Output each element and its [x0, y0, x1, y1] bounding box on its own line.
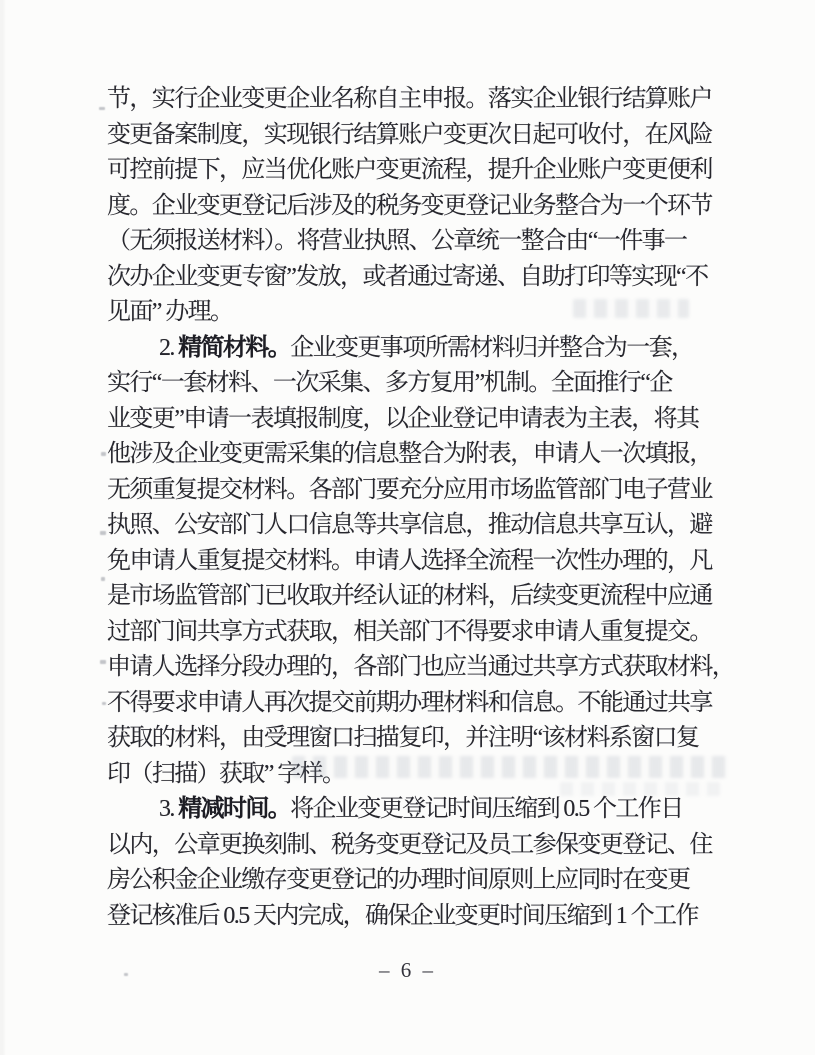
text-line	[107, 899, 717, 935]
text-line	[107, 153, 717, 189]
text-segment: 房公积金企业缴存变更登记的办理时间原则上应同时在变更	[107, 867, 690, 893]
text-line	[107, 295, 717, 331]
text-line	[107, 224, 717, 260]
text-line	[107, 189, 717, 225]
text-line	[107, 437, 717, 473]
text-segment: 变更备案制度，实现银行结算账户变更次日起可收付，在风险	[107, 121, 712, 148]
text-segment: 无须重复提交材料。各部门要充分应用市场监管部门电子营业	[107, 476, 712, 503]
scan-speck	[99, 107, 105, 110]
text-line	[107, 402, 717, 438]
text-segment: 免申请人重复提交材料。申请人选择全流程一次性办理的，凡	[107, 547, 712, 574]
text-segment: 执照、公安部门人口信息等共享信息，推动信息共享互认，避	[107, 512, 712, 538]
text-line	[107, 260, 717, 296]
emphasis-text: 精减时间。	[178, 796, 291, 822]
page-number: – 6 –	[379, 958, 436, 982]
scan-speck	[100, 531, 106, 535]
text-line	[107, 686, 717, 722]
text-segment: 获取的材料，由受理窗口扫描复印，并注明“该材料系窗口复	[107, 725, 699, 751]
text-line	[107, 757, 717, 793]
text-line	[107, 863, 717, 899]
text-line	[107, 508, 717, 544]
text-segment: 不得要求申请人再次提交前期办理材料和信息。不能通过共享	[107, 689, 712, 716]
text-line	[107, 579, 717, 615]
text-segment: 见面” 办理。	[107, 299, 233, 325]
scan-speck	[101, 452, 106, 456]
text-segment: 次办企业变更专窗”发放，或者通过寄递、自助打印等实现“不	[107, 263, 708, 290]
text-segment: 2.	[159, 334, 179, 361]
text-segment: 节，实行企业变更企业名称自主申报。落实企业银行结算账户	[107, 86, 712, 112]
text-segment: 业变更”申请一表填报制度，以企业登记申请表为主表，将其	[107, 405, 699, 432]
scan-speck	[101, 577, 105, 581]
text-line	[107, 118, 717, 154]
text-line	[107, 331, 717, 367]
text-segment: 他涉及企业变更需采集的信息整合为附表，申请人一次填报，	[107, 441, 712, 467]
text-segment: 是市场监管部门已收取并经认证的材料，后续变更流程中应通	[107, 583, 712, 609]
scan-speck	[102, 702, 106, 705]
emphasis-text: 精简材料。	[178, 334, 291, 361]
text-segment: 3.	[159, 796, 179, 822]
text-line	[107, 650, 735, 686]
text-segment: 实行“一套材料、一次采集、多方复用”机制。全面推行“企	[107, 370, 672, 396]
text-segment: 申请人选择分段办理的，各部门也应当通过共享方式获取材料，	[107, 654, 735, 680]
text-segment: 过部门间共享方式获取，相关部门不得要求申请人重复提交。	[107, 618, 712, 645]
text-segment: 以内，公章更换刻制、税务变更登记及员工参保变更登记、住	[107, 831, 712, 858]
text-line	[107, 473, 717, 509]
text-line	[107, 544, 717, 580]
scan-speck	[100, 660, 106, 664]
text-segment: （无须报送材料）。将营业执照、公章统一整合由“一件事一	[107, 228, 687, 254]
text-line	[107, 615, 717, 651]
text-line	[107, 721, 717, 757]
text-segment: 印（扫描）获取” 字样。	[107, 760, 345, 787]
text-segment: 企业变更事项所需材料归并整合为一套，	[290, 334, 694, 361]
text-line	[107, 828, 717, 864]
body-text	[107, 82, 735, 934]
text-segment: 登记核准后 0.5 天内完成，确保企业变更时间压缩到 1 个工作	[107, 902, 698, 929]
text-line	[107, 792, 717, 828]
text-line	[107, 82, 717, 118]
text-segment: 可控前提下，应当优化账户变更流程，提升企业账户变更便利	[107, 157, 712, 183]
text-segment: 度。企业变更登记后涉及的税务变更登记业务整合为一个环节	[107, 192, 712, 219]
text-segment: 将企业变更登记时间压缩到 0.5 个工作日	[290, 796, 683, 822]
text-line	[107, 366, 717, 402]
